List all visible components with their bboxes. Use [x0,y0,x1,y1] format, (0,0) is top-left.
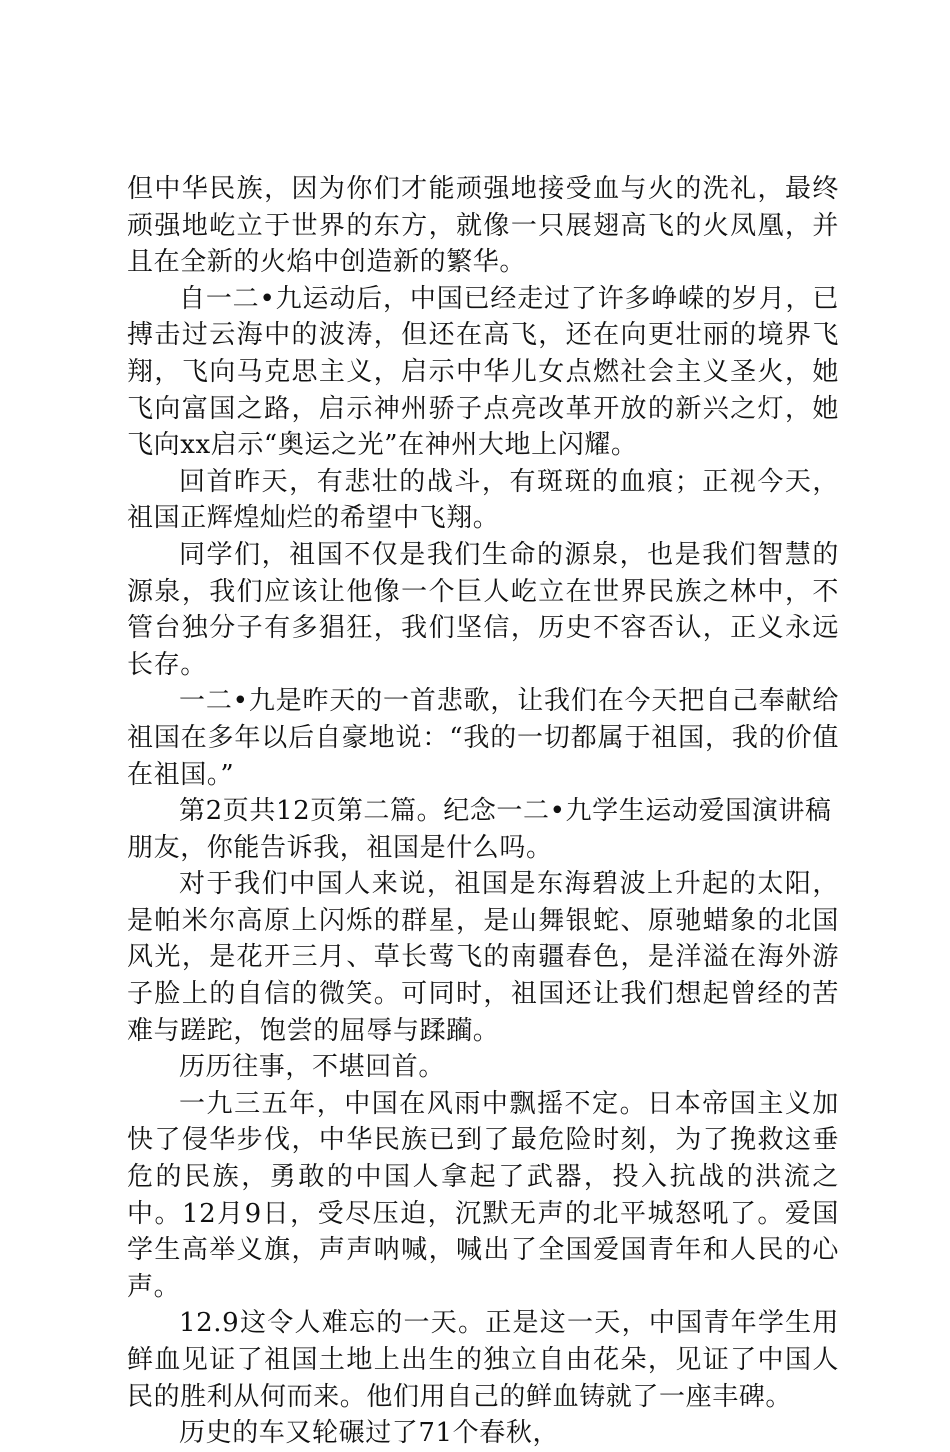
paragraph-9: 一九三五年，中国在风雨中飘摇不定。日本帝国主义加快了侵华步伐，中华民族已到了最危险时刻，为了挽救这垂危的民族，勇敢的中国人拿起了武器，投入抗战的洪流之中。12月9日，受尽压迫，沉默无声的北平城怒吼了。爱国学生高举义旗，声声呐喊，喊出了全国爱国青年和人民的心声。 [127,1088,839,1302]
section-heading: 第2页共12页第二篇。纪念一二•九学生运动爱国演讲稿 [179,796,832,827]
paragraph-3: 回首昨天，有悲壮的战斗，有斑斑的血痕；正视今天，祖国正辉煌灿烂的希望中飞翔。 [127,466,839,534]
paragraph-10: 12.9这令人难忘的一天。正是这一天，中国青年学生用鲜血见证了祖国土地上出生的独立自由花朵，见证了中国人民的胜利从何而来。他们用自己的鲜血铸就了一座丰碑。 [127,1308,839,1412]
paragraph-2: 自一二•九运动后，中国已经走过了许多峥嵘的岁月，已搏击过云海中的波涛，但还在高飞，还在向更壮丽的境界飞翔，飞向马克思主义，启示中华儿女点燃社会主义圣火，她飞向富国之路，启示神州骄子点亮改革开放的新兴之灯，她飞向xx启示“奥运之光”在神州大地上闪耀。 [127,283,839,461]
paragraph-5: 一二•九是昨天的一首悲歌，让我们在今天把自己奉献给祖国在多年以后自豪地说：“我的一切都属于祖国，我的价值在祖国。” [127,686,839,790]
paragraph-1: 但中华民族，因为你们才能顽强地接受血与火的洗礼，最终顽强地屹立于世界的东方，就像一只展翅高飞的火凤凰，并且在全新的火焰中创造新的繁华。 [127,174,839,278]
document-body [127,171,839,1452]
paragraph-4: 同学们，祖国不仅是我们生命的源泉，也是我们智慧的源泉，我们应该让他像一个巨人屹立在世界民族之林中，不管台独分子有多猖狂，我们坚信，历史不容否认，正义永远长存。 [127,539,839,680]
paragraph-7: 对于我们中国人来说，祖国是东海碧波上升起的太阳，是帕米尔高原上闪烁的群星，是山舞银蛇、原驰蜡象的北国风光，是花开三月、草长莺飞的南疆春色，是洋溢在海外游子脸上的自信的微笑。可同时，祖国还让我们想起曾经的苦难与蹉跎，饱尝的屈辱与蹂躏。 [127,869,839,1046]
paragraph-11: 历史的车又轮碾过了71个春秋， [179,1418,560,1449]
paragraph-6: 朋友，你能告诉我，祖国是什么吗。 [127,832,553,863]
paragraph-8: 历历往事，不堪回首。 [179,1052,446,1083]
